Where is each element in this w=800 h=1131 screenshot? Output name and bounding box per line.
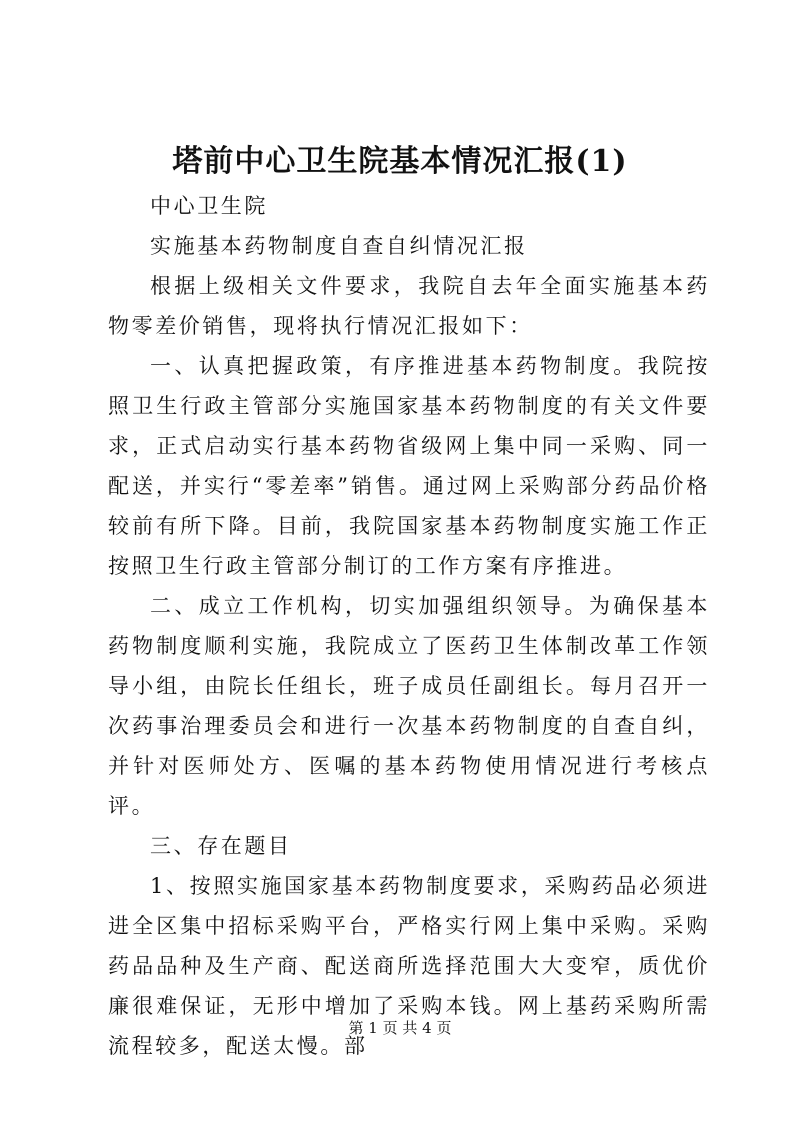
paragraph-org: 中心卫生院 [150, 194, 268, 218]
document-title: 塔前中心卫生院基本情况汇报(1) [172, 144, 628, 179]
paragraph-subtitle: 实施基本药物制度自查自纠情况汇报 [150, 234, 528, 258]
page-footer: 第 1 页 共 4 页 [348, 1019, 452, 1037]
paragraph-item-1: 1、按照实施国家基本药物制度要求，采购药品必须进进全区集中招标采购平台，严格实行网上集中采购。采购药品品种及生产商、配送商所选择范围大大变窄，质优价廉很难保证，无形中增加了采购本钱。网上基药采购所需流程较多，配送太慢。部 [108, 874, 710, 1058]
paragraph-section-3-heading: 三、存在题目 [150, 834, 292, 858]
paragraph-section-1: 一、认真把握政策，有序推进基本药物制度。我院按照卫生行政主管部分实施国家基本药物制度的有关文件要求，正式启动实行基本药物省级网上集中同一采购、同一配送，并实行“零差率”销售。通过网上采购部分药品价格较前有所下降。目前，我院国家基本药物制度实施工作正按照卫生行政主管部分制订的工作方案有序推进。 [108, 354, 710, 578]
paragraph-section-2: 二、成立工作机构，切实加强组织领导。为确保基本药物制度顺利实施，我院成立了医药卫生体制改革工作领导小组，由院长任组长，班子成员任副组长。每月召开一次药事治理委员会和进行一次基本药物制度的自查自纠，并针对医师处方、医嘱的基本药物使用情况进行考核点评。 [108, 594, 710, 818]
document-body [108, 186, 710, 1066]
paragraph-intro: 根据上级相关文件要求，我院自去年全面实施基本药物零差价销售，现将执行情况汇报如下： [108, 274, 710, 338]
